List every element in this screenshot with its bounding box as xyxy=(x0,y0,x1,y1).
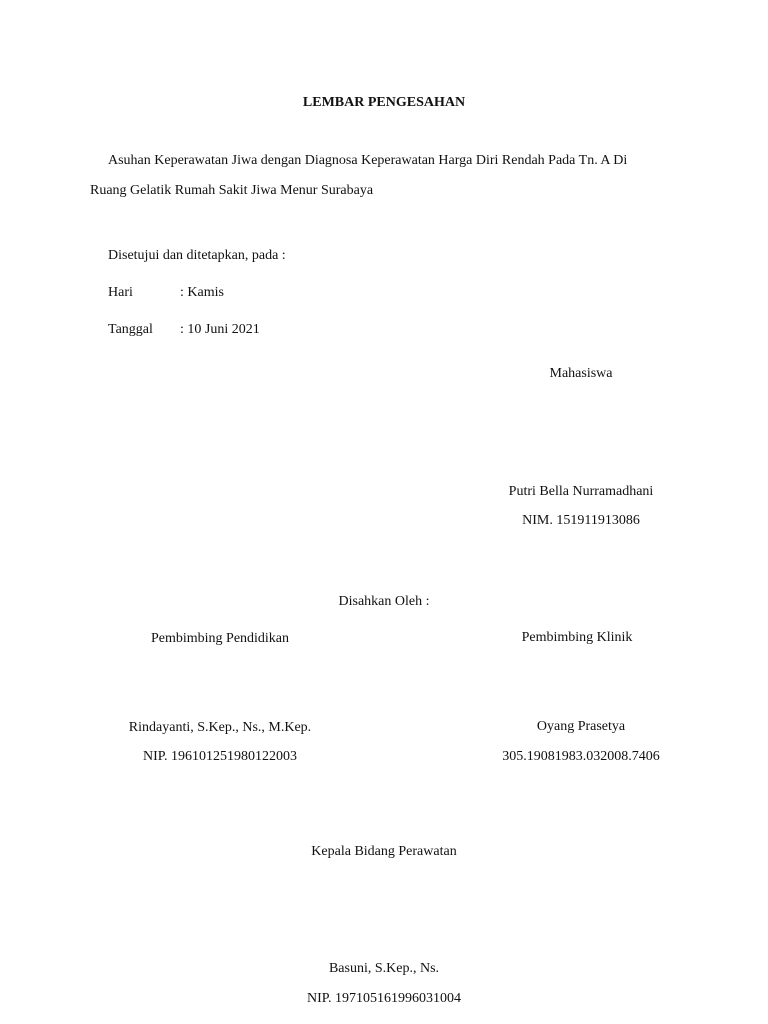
education-supervisor-id: NIP. 196101251980122003 xyxy=(142,749,298,764)
clinical-supervisor-role: Pembimbing Klinik xyxy=(521,630,633,645)
day-value: : Kamis xyxy=(180,285,224,300)
approval-statement: Disetujui dan ditetapkan, pada : xyxy=(108,248,286,263)
clinical-supervisor-id: 305.19081983.032008.7406 xyxy=(502,749,660,764)
head-of-nursing-name: Basuni, S.Kep., Ns. xyxy=(328,961,440,976)
page-title: LEMBAR PENGESAHAN xyxy=(302,95,466,110)
day-label: Hari xyxy=(108,285,133,300)
student-role: Mahasiswa xyxy=(549,366,613,381)
education-supervisor-name: Rindayanti, S.Kep., Ns., M.Kep. xyxy=(128,720,312,735)
date-value: : 10 Juni 2021 xyxy=(180,322,260,337)
head-of-nursing-role: Kepala Bidang Perawatan xyxy=(311,844,457,859)
date-label: Tanggal xyxy=(108,322,153,337)
head-of-nursing-id: NIP. 197105161996031004 xyxy=(306,991,462,1006)
student-name: Putri Bella Nurramadhani xyxy=(508,484,654,499)
education-supervisor-role: Pembimbing Pendidikan xyxy=(150,631,290,646)
ratified-heading: Disahkan Oleh : xyxy=(338,594,430,609)
subject-paragraph-line-2: Ruang Gelatik Rumah Sakit Jiwa Menur Surabaya xyxy=(90,183,374,198)
subject-paragraph-line-1: Asuhan Keperawatan Jiwa dengan Diagnosa Keperawatan Harga Diri Rendah Pada Tn. A Di xyxy=(108,153,628,168)
clinical-supervisor-name: Oyang Prasetya xyxy=(536,719,626,734)
student-id: NIM. 151911913086 xyxy=(522,513,640,528)
